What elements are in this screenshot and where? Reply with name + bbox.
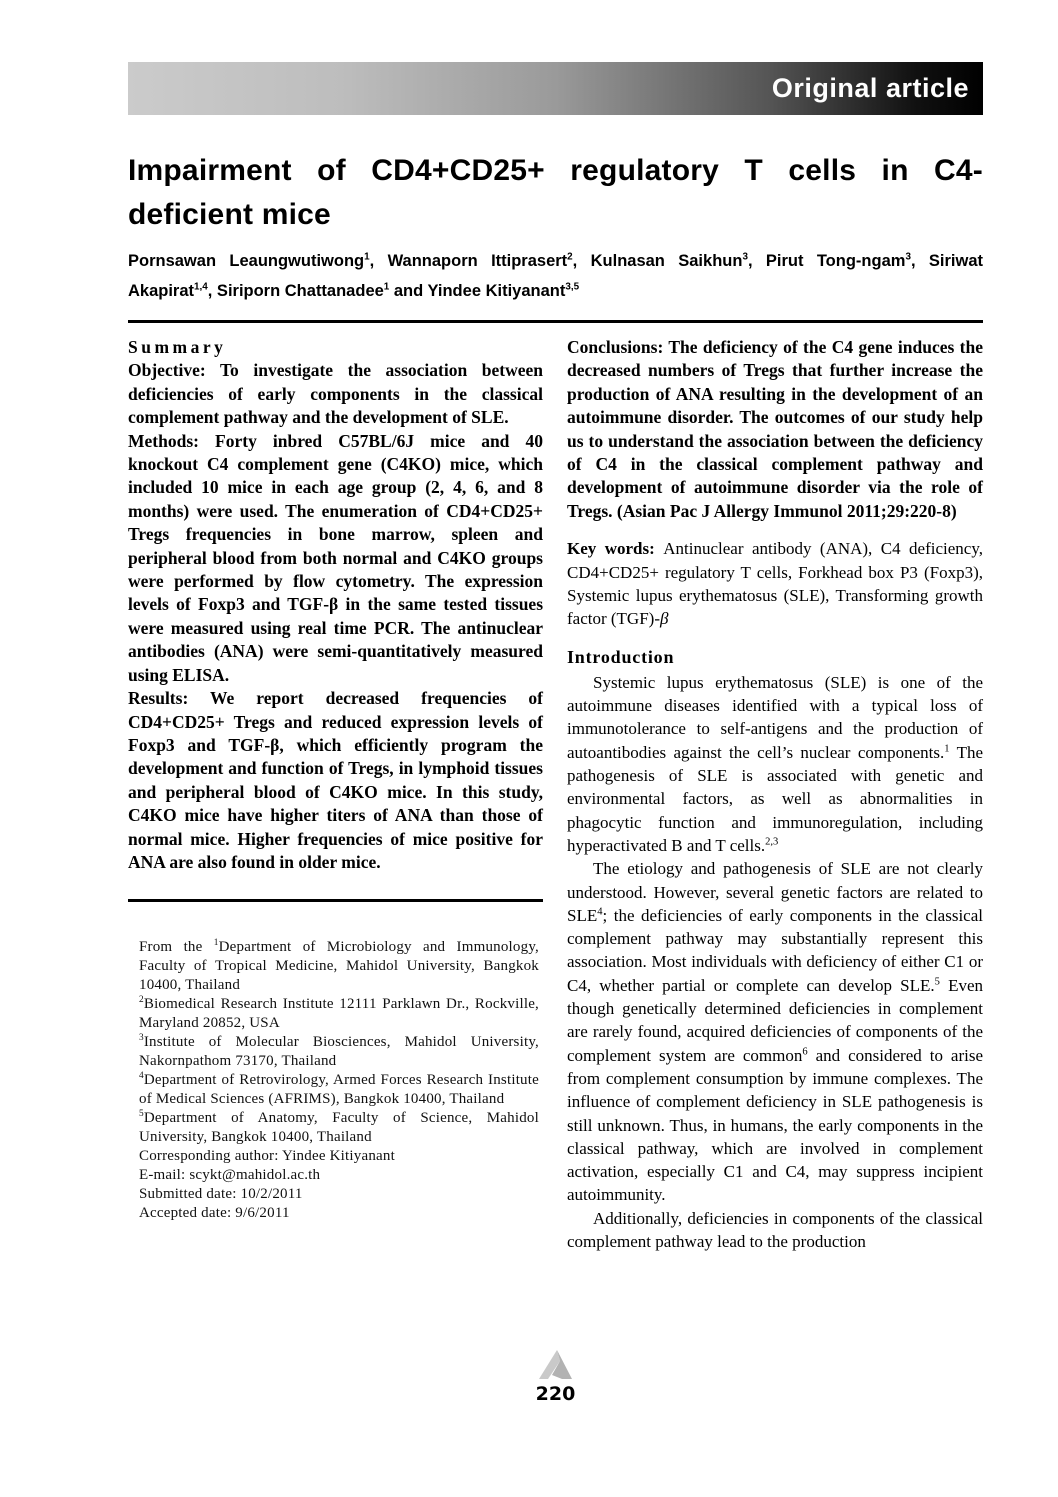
right-column xyxy=(567,336,983,1253)
conclusions-paragraph: Conclusions: The deficiency of the C4 gene induces the decreased numbers of Tregs that further increase the production of ANA resulting in the development of an autoimmune disorder. The outcomes of our study help us to understand the association between the deficiency of C4 in the classical complement pathway and development of autoimmune disorder via the role of Tregs. (Asian Pac J Allergy Immunol 2011;29:220-8) xyxy=(567,337,983,521)
footnote-line: From the $^1$Department of Microbiology and Immunology, Faculty of Tropical Medicine, Mahidol University, Bangkok 10400, Thailand xyxy=(139,938,539,994)
intro-paragraph-1: Systemic lupus erythematosus (SLE) is one of the autoimmune diseases identified with a typical loss of immunotolerance to self-antigens and the production of autoantibodies against the cell’s nuclear components.$^1$ The pathogenesis of SLE is associated with genetic and environmental factors, as well as abnormalities in phagocytic function and immunoregulation, including hyperactivated B and T cells.$^{2,3}$ xyxy=(567,672,983,855)
footnote-line: E-mail: scykt@mahidol.ac.th xyxy=(139,1167,321,1184)
article-type-label: Original article xyxy=(771,73,969,103)
keywords-paragraph: Key words: Antinuclear antibody (ANA), C4 deficiency, CD4+CD25+ regulatory T cells, Forkhead box P3 (Foxp3), Systemic lupus erythematosus (SLE), Transforming growth factor (TGF)-β xyxy=(567,539,983,629)
methods-paragraph: Methods: Forty inbred C57BL/6J mice and 40 knockout C4 complement gene (C4KO) mice, which included 10 mice in each age group (2, 4, 6, and 8 months) were used. The enumeration of CD4+CD25+ Tregs frequencies in bone marrow, spleen and peripheral blood from both normal and C4KO groups were performed by flow cytometry. The expression levels of Foxp3 and TGF-β in the same tested tissues were measured using real time PCR. The antinuclear antibodies (ANA) were semi-quantitatively measured using ELISA. xyxy=(128,430,543,685)
results-paragraph: Results: We report decreased frequencies of CD4+CD25+ Tregs and reduced expression levels of Foxp3 and TGF-β, which efficiently program the development and function of Tregs, in lymphoid tissues and peripheral blood of C4KO mice. In this study, C4KO mice have higher titers of ANA than those of normal mice. Higher frequencies of mice positive for ANA are also found in older mice. xyxy=(128,688,543,872)
intro-paragraph-2: The etiology and pathogenesis of SLE are not clearly understood. However, several genetic factors are related to SLE$^4$; the deficiencies of early components in the classical complement pathway may substantially represent this association. Most individuals with deficiency of either C1 or C4, whether partial or complete can develop SLE.$^5$ Even though genetically determined deficiencies in complement are rarely found, acquired deficiencies of components of the complement system are common$^6$ and considered to arise from complement consumption by immune complexes. The influence of complement deficiency in SLE pathogenesis is still unknown. Thus, in humans, the early components in the classical pathway, which are involved in complement activation, especially C1 and C4, may suppress incipient autoimmunity. xyxy=(567,859,984,1205)
article-title: Impairment of CD4+CD25+ regulatory T cells in C4-deficient mice xyxy=(128,154,983,231)
footnote-line: $^5$Department of Anatomy, Faculty of Science, Mahidol University, Bangkok 10400, Thailand xyxy=(139,1109,539,1146)
objective-paragraph: Objective: To investigate the association between deficiencies of early components in the classical complement pathway and the development of SLE. xyxy=(128,360,543,428)
introduction-heading: Introduction xyxy=(567,646,675,667)
footnote-line: Submitted date: 10/2/2011 xyxy=(139,1186,303,1203)
summary-heading: Summary xyxy=(128,337,227,357)
footnote-line: $^4$Department of Retrovirology, Armed Forces Research Institute of Medical Sciences (AFRIMS), Bangkok 10400, Thailand xyxy=(139,1071,539,1108)
page-footer xyxy=(128,1349,983,1404)
footnote-line: $^2$Biomedical Research Institute 12111 Parklawn Dr., Rockville, Maryland 20852, USA xyxy=(139,995,539,1032)
article-body xyxy=(128,336,983,1253)
page-number: 220 xyxy=(535,1383,576,1405)
affiliations-block xyxy=(128,938,543,1223)
footnote-divider xyxy=(128,899,543,902)
footnote-line: Corresponding author: Yindee Kitiyanant xyxy=(139,1148,395,1165)
left-column xyxy=(128,336,543,1253)
author-line: Pornsawan Leaungwutiwong$^1$, Wannaporn Ittiprasert$^2$, Kulnasan Saikhun$^3$, Pirut Tong-ngam$^3$, Siriwat Akapirat$^{1,4}$, Siriporn Chattanadee$^1$ and Yindee Kitiyanant$^{3,5}$ xyxy=(128,251,983,300)
footnote-line: $^3$Institute of Molecular Biosciences, Mahidol University, Nakornpathom 73170, Thailand xyxy=(139,1033,539,1070)
header-banner xyxy=(128,62,983,115)
footnote-line: Accepted date: 9/6/2011 xyxy=(139,1205,290,1222)
intro-paragraph-3: Additionally, deficiencies in components of the classical complement pathway lead to the production xyxy=(567,1208,983,1251)
journal-logo-icon xyxy=(535,1349,577,1383)
title-divider xyxy=(128,320,983,323)
